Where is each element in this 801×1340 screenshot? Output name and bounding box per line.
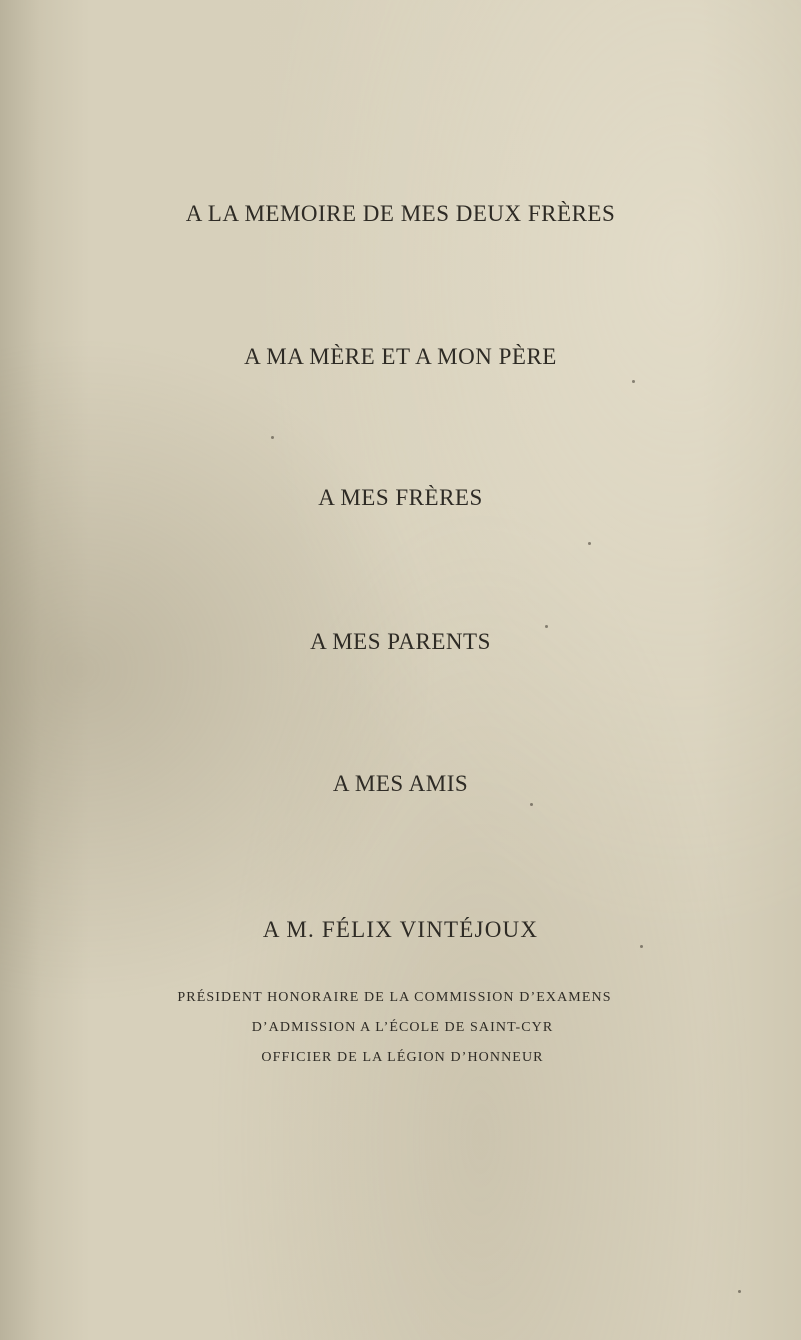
paper-speck [588,542,591,545]
dedication-felix-vintejoux: A M. FÉLIX VINTÉJOUX [262,917,539,942]
dedication-relatives: A MES PARENTS [310,629,491,654]
dedication-brothers-memory: A LA MEMOIRE DE MES DEUX FRÈRES [185,201,616,226]
paper-speck [738,1290,741,1293]
dedication-brothers: A MES FRÈRES [318,485,483,510]
paper-speck [530,803,533,806]
paper-speck [632,380,635,383]
subtitle-admission: D’ADMISSION A L’ÉCOLE DE SAINT-CYR [251,1020,554,1035]
paper-speck [271,436,274,439]
subtitle-officer: OFFICIER DE LA LÉGION D’HONNEUR [261,1050,544,1065]
paper-speck [545,625,548,628]
paper-speck [640,945,643,948]
subtitle-president: PRÉSIDENT HONORAIRE DE LA COMMISSION D’EXAMENS [177,990,612,1005]
dedication-parents: A MA MÈRE ET A MON PÈRE [244,344,557,369]
dedication-friends: A MES AMIS [332,771,469,796]
